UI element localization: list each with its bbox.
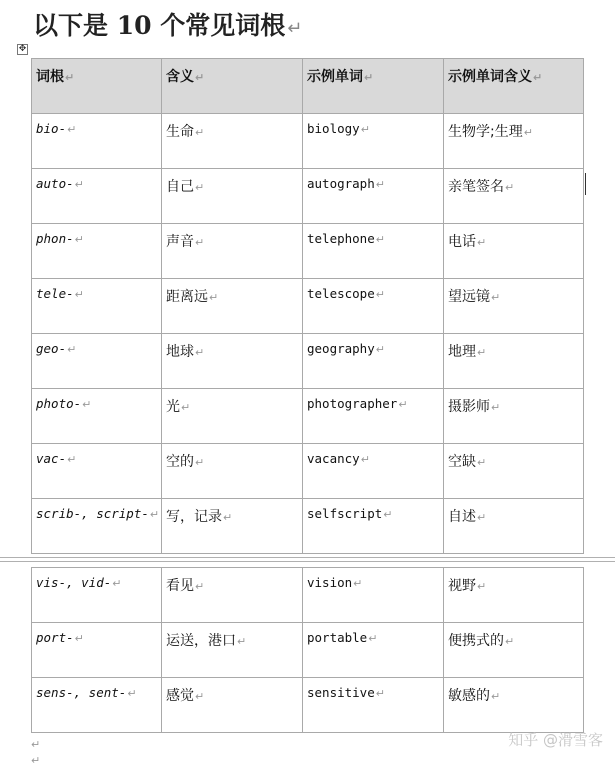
paragraph-mark: ↵ [375, 343, 385, 356]
paragraph-mark: ↵ [375, 288, 385, 301]
cell-root[interactable] [32, 568, 162, 623]
cell-example-meaning-text: 敏感的 [448, 688, 490, 704]
cell-root[interactable] [32, 499, 162, 554]
cell-example-meaning-text: 视野 [448, 578, 476, 594]
paragraph-mark: ↵ [67, 453, 77, 466]
header-example: 示例单词↵ [303, 59, 444, 114]
cell-example-text: selfscript [307, 506, 383, 521]
cell-root-text: port- [36, 630, 74, 645]
cell-example-text: telephone [307, 231, 375, 246]
cell-meaning-text: 生命 [166, 124, 194, 140]
cell-example[interactable] [303, 499, 444, 554]
cell-example-meaning[interactable] [444, 499, 584, 554]
paragraph-mark: ↵ [74, 288, 84, 301]
cell-meaning-text: 光 [166, 399, 180, 415]
paragraph-mark: ↵ [82, 398, 92, 411]
cell-example[interactable] [303, 334, 444, 389]
cell-root-text: phon- [36, 231, 74, 246]
table-split-divider [0, 557, 615, 562]
cell-root[interactable] [32, 389, 162, 444]
paragraph-mark: ↵ [181, 401, 191, 414]
paragraph-mark: ↵ [383, 508, 393, 521]
paragraph-mark: ↵ [74, 632, 84, 645]
cell-example-meaning[interactable] [444, 389, 584, 444]
cell-example[interactable] [303, 169, 444, 224]
cell-example-meaning[interactable] [444, 279, 584, 334]
cell-example-meaning-text: 便携式的 [448, 633, 504, 649]
cell-meaning-text: 地球 [166, 344, 194, 360]
paragraph-mark: ↵ [477, 511, 487, 524]
cell-root[interactable] [32, 169, 162, 224]
table-row [32, 334, 584, 389]
paragraph-mark: ↵ [74, 233, 84, 246]
cell-root-text: vac- [36, 451, 67, 466]
cell-example-meaning[interactable] [444, 169, 584, 224]
paragraph-mark: ↵ [523, 126, 533, 139]
paragraph-mark: ↵ [477, 236, 487, 249]
paragraph-mark: ↵ [149, 508, 160, 521]
cell-root[interactable] [32, 224, 162, 279]
cell-root-text: photo- [36, 396, 82, 411]
cell-example[interactable] [303, 114, 444, 169]
cell-example-text: telescope [307, 286, 375, 301]
header-root: 词根↵ [32, 59, 162, 114]
page-title [33, 8, 302, 44]
cell-example-text: photographer [307, 396, 398, 411]
table-header-row [32, 59, 584, 114]
table-row [32, 169, 584, 224]
cell-root-text: geo- [36, 341, 67, 356]
paragraph-mark: ↵ [74, 178, 84, 191]
title-text: 以下是 10 个常见词根 [33, 11, 286, 40]
paragraph-mark: ↵ [127, 687, 137, 700]
cell-meaning-text: 运送，港口 [166, 633, 236, 649]
paragraph-mark: ↵ [505, 181, 515, 194]
cell-root[interactable] [32, 623, 162, 678]
cell-example-meaning[interactable] [444, 224, 584, 279]
paragraph-mark: ↵ [195, 346, 205, 359]
table-row [32, 224, 584, 279]
cell-meaning[interactable] [162, 224, 303, 279]
cell-example[interactable] [303, 568, 444, 623]
paragraph-mark: ↵ [477, 580, 487, 593]
watermark: 知乎 @滑雪客 [508, 731, 603, 749]
cell-example-meaning-text: 望远镜 [448, 289, 490, 305]
cell-example-text: portable [307, 630, 368, 645]
paragraph-mark: ↵ [375, 178, 385, 191]
paragraph-mark: ↵ [195, 236, 205, 249]
header-example-meaning: 示例单词含义↵ [444, 59, 584, 114]
cell-root-text: vis-, vid- [36, 575, 112, 590]
paragraph-mark: ↵ [360, 123, 370, 136]
cell-example-meaning-text: 电话 [448, 234, 476, 250]
paragraph-mark: ↵ [223, 511, 233, 524]
cell-example-meaning-text: 地理 [448, 344, 476, 360]
cell-example-meaning[interactable] [444, 623, 584, 678]
cell-root[interactable] [32, 334, 162, 389]
cell-meaning-text: 感觉 [166, 688, 194, 704]
table-row [32, 499, 584, 554]
cell-example-text: geography [307, 341, 375, 356]
cell-root-text: auto- [36, 176, 74, 191]
header-meaning: 含义↵ [162, 59, 303, 114]
cell-root-text: bio- [36, 121, 67, 136]
paragraph-mark: ↵ [353, 577, 363, 590]
paragraph-mark: ↵ [67, 343, 77, 356]
cell-meaning[interactable] [162, 389, 303, 444]
word-roots-table-part2 [31, 567, 584, 733]
cell-meaning-text: 距离远 [166, 289, 208, 305]
paragraph-mark: ↵ [195, 456, 205, 469]
cell-meaning[interactable] [162, 334, 303, 389]
table-move-handle-icon[interactable]: ✥ [18, 44, 27, 54]
paragraph-mark: ↵ [477, 456, 487, 469]
table-row [32, 279, 584, 334]
cell-example-meaning-text: 摄影师 [448, 399, 490, 415]
paragraph-mark: ↵ [237, 635, 247, 648]
paragraph-mark: ↵ [368, 632, 378, 645]
paragraph-mark: ↵ [505, 635, 515, 648]
paragraph-mark: ↵ [287, 18, 303, 39]
cell-example-meaning-text: 亲笔签名 [448, 179, 504, 195]
cell-meaning[interactable] [162, 623, 303, 678]
paragraph-mark: ↵ [375, 233, 385, 246]
cell-meaning-text: 声音 [166, 234, 194, 250]
cell-root-text: scrib-, script- [36, 506, 149, 521]
paragraph-mark: ↵ [398, 398, 408, 411]
paragraph-mark: ↵ [491, 401, 501, 414]
table-row [32, 623, 584, 678]
paragraph-mark: ↵ [491, 291, 501, 304]
cell-meaning[interactable] [162, 279, 303, 334]
cell-example-meaning-text: 空缺 [448, 454, 476, 470]
cell-root-text: tele- [36, 286, 74, 301]
word-roots-table-part1 [31, 58, 584, 554]
paragraph-mark-end-2: ↵ [31, 754, 41, 767]
table-row [32, 389, 584, 444]
cell-meaning-text: 看见 [166, 578, 194, 594]
cell-meaning[interactable] [162, 444, 303, 499]
cell-meaning-text: 写，记录 [166, 509, 222, 525]
cell-example[interactable] [303, 279, 444, 334]
paragraph-mark: ↵ [360, 453, 370, 466]
cell-meaning-text: 自己 [166, 179, 194, 195]
paragraph-mark-end-1: ↵ [31, 738, 41, 751]
paragraph-mark: ↵ [112, 577, 122, 590]
cell-example[interactable] [303, 444, 444, 499]
paragraph-mark: ↵ [195, 181, 205, 194]
cell-root[interactable] [32, 114, 162, 169]
cell-example[interactable] [303, 224, 444, 279]
cell-root[interactable] [32, 678, 162, 733]
cell-example-text: vision [307, 575, 353, 590]
cell-meaning[interactable] [162, 678, 303, 733]
cell-example-text: autograph [307, 176, 375, 191]
cell-example-text: biology [307, 121, 360, 136]
cell-example-meaning-text: 生物学;生理 [448, 124, 523, 140]
cell-meaning[interactable] [162, 169, 303, 224]
cell-meaning[interactable] [162, 114, 303, 169]
table-row [32, 568, 584, 623]
paragraph-mark: ↵ [195, 580, 205, 593]
cell-meaning-text: 空的 [166, 454, 194, 470]
paragraph-mark: ↵ [195, 690, 205, 703]
cell-meaning[interactable] [162, 499, 303, 554]
paragraph-mark: ↵ [375, 687, 385, 700]
cell-example[interactable] [303, 678, 444, 733]
cell-root[interactable] [32, 279, 162, 334]
paragraph-mark: ↵ [195, 126, 205, 139]
paragraph-mark: ↵ [67, 123, 77, 136]
cell-root[interactable] [32, 444, 162, 499]
paragraph-mark: ↵ [209, 291, 219, 304]
cell-meaning[interactable] [162, 568, 303, 623]
cell-example-text: sensitive [307, 685, 375, 700]
paragraph-mark: ↵ [477, 346, 487, 359]
cell-example-text: vacancy [307, 451, 360, 466]
cell-example-meaning[interactable] [444, 334, 584, 389]
text-cursor [585, 173, 586, 195]
table-row [32, 444, 584, 499]
cell-example-meaning[interactable] [444, 444, 584, 499]
cell-root-text: sens-, sent- [36, 685, 127, 700]
cell-example-meaning[interactable] [444, 568, 584, 623]
cell-example-meaning-text: 自述 [448, 509, 476, 525]
paragraph-mark: ↵ [491, 690, 501, 703]
table-row [32, 678, 584, 733]
cell-example[interactable] [303, 389, 444, 444]
table-row [32, 114, 584, 169]
cell-example[interactable] [303, 623, 444, 678]
cell-example-meaning[interactable] [444, 678, 584, 733]
cell-example-meaning[interactable] [444, 114, 584, 169]
